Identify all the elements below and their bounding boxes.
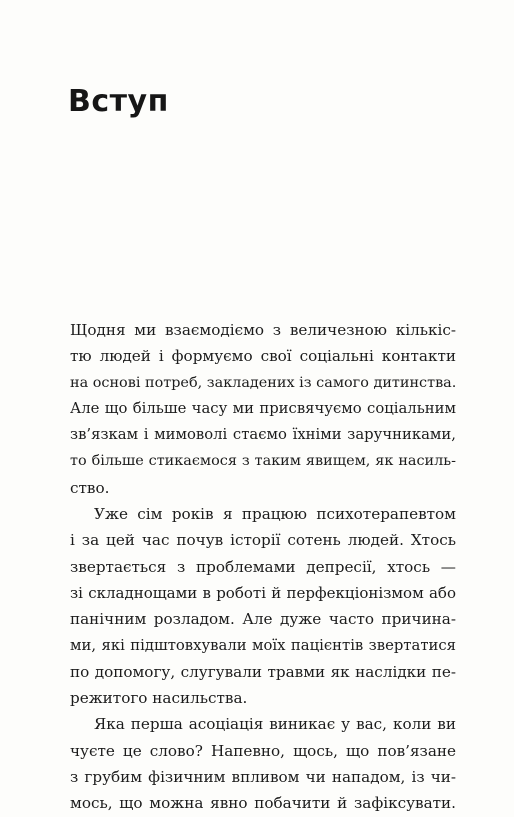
text-line: зі складнощами в роботі й перфекціонізмом або [70, 583, 456, 602]
text-line: чуєте це слово? Напевно, щось, що пов’язане [70, 741, 456, 760]
text-line: ство. [70, 478, 110, 497]
text-line: зв’язкам і мимоволі стаємо їхніми заручниками, [70, 426, 456, 444]
text-line: ми, які підштовхували моїх пацієнтів звертатися [70, 636, 456, 654]
text-line: з грубим фізичним впливом чи нападом, із чи- [70, 768, 456, 787]
text-line: то більше стикаємося з таким явищем, як насиль- [70, 453, 456, 470]
text-line: Яка перша асоціація виникає у вас, коли ви [94, 715, 456, 734]
text-line: мось, що можна явно побачити й зафіксувати. [70, 794, 456, 813]
text-line: і за цей час почув історії сотень людей. Хтось [70, 531, 456, 550]
text-line: тю людей і формуємо свої соціальні контакти [70, 347, 456, 366]
text-line: панічним розладом. Але дуже часто причина- [70, 610, 456, 629]
chapter-body-text [70, 317, 456, 817]
text-line: Уже сім років я працюю психотерапевтом [94, 505, 456, 524]
text-line: на основі потреб, закладених із самого дитинства. [70, 374, 457, 391]
text-line: Щодня ми взаємодіємо з величезною кількіс- [70, 321, 456, 339]
text-line: по допомогу, слугували травми як наслідки пе- [70, 662, 456, 681]
text-line: Але що більше часу ми присвячуємо соціальним [70, 399, 456, 417]
chapter-title: Вступ [68, 84, 169, 119]
text-line: режитого насильства. [70, 689, 248, 708]
text-line: звертається з проблемами депресії, хтось — [70, 557, 456, 576]
